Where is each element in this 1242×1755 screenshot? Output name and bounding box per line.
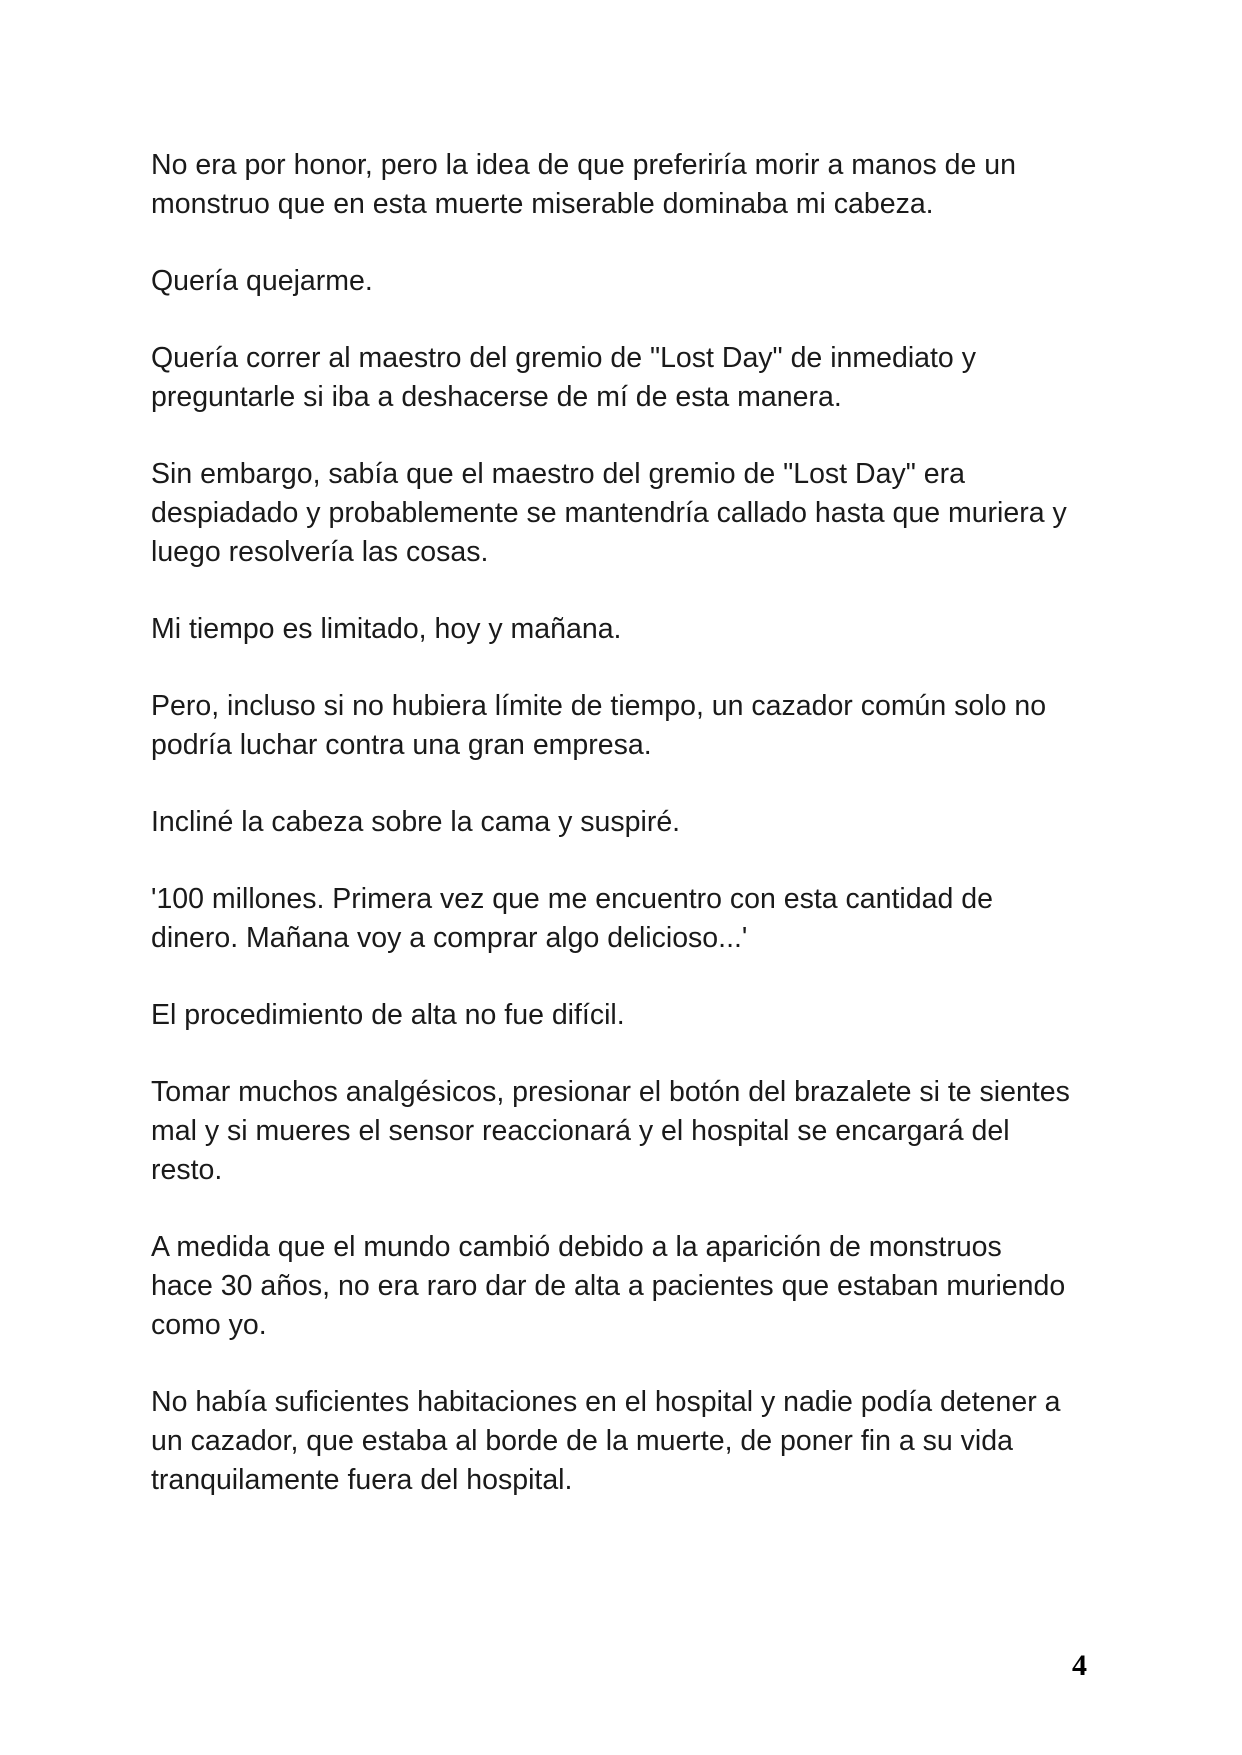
- paragraph-9: El procedimiento de alta no fue difícil.: [151, 999, 625, 1031]
- paragraph-11: A medida que el mundo cambió debido a la aparición de monstruos hace 30 años, no era raro dar de alta a pacientes que estaban muriendo como yo.: [151, 1231, 1066, 1341]
- paragraph-3: Quería correr al maestro del gremio de "Lost Day" de inmediato y preguntarle si iba a deshacerse de mí de esta manera.: [151, 342, 976, 413]
- paragraph-1: No era por honor, pero la idea de que preferiría morir a manos de un monstruo que en esta muerte miserable dominaba mi cabeza.: [151, 149, 1017, 220]
- paragraph-12: No había suficientes habitaciones en el hospital y nadie podía detener a un cazador, que estaba al borde de la muerte, de poner fin a su vida tranquilamente fuera del hospital.: [151, 1386, 1061, 1496]
- page-number: 4: [1072, 1649, 1087, 1682]
- paragraph-5: Mi tiempo es limitado, hoy y mañana.: [151, 613, 622, 645]
- body-text: [151, 146, 1111, 1538]
- paragraph-6: Pero, incluso si no hubiera límite de tiempo, un cazador común solo no podría luchar contra una gran empresa.: [151, 690, 1047, 761]
- paragraph-4: Sin embargo, sabía que el maestro del gremio de "Lost Day" era despiadado y probablemente se mantendría callado hasta que muriera y luego resolvería las cosas.: [151, 458, 1067, 568]
- paragraph-7: Incliné la cabeza sobre la cama y suspiré.: [151, 806, 681, 838]
- paragraph-10: Tomar muchos analgésicos, presionar el botón del brazalete si te sientes mal y si mueres el sensor reaccionará y el hospital se encargará del resto.: [151, 1076, 1070, 1186]
- paragraph-8: '100 millones. Primera vez que me encuentro con esta cantidad de dinero. Mañana voy a comprar algo delicioso...': [151, 883, 993, 954]
- paragraph-2: Quería quejarme.: [151, 265, 373, 297]
